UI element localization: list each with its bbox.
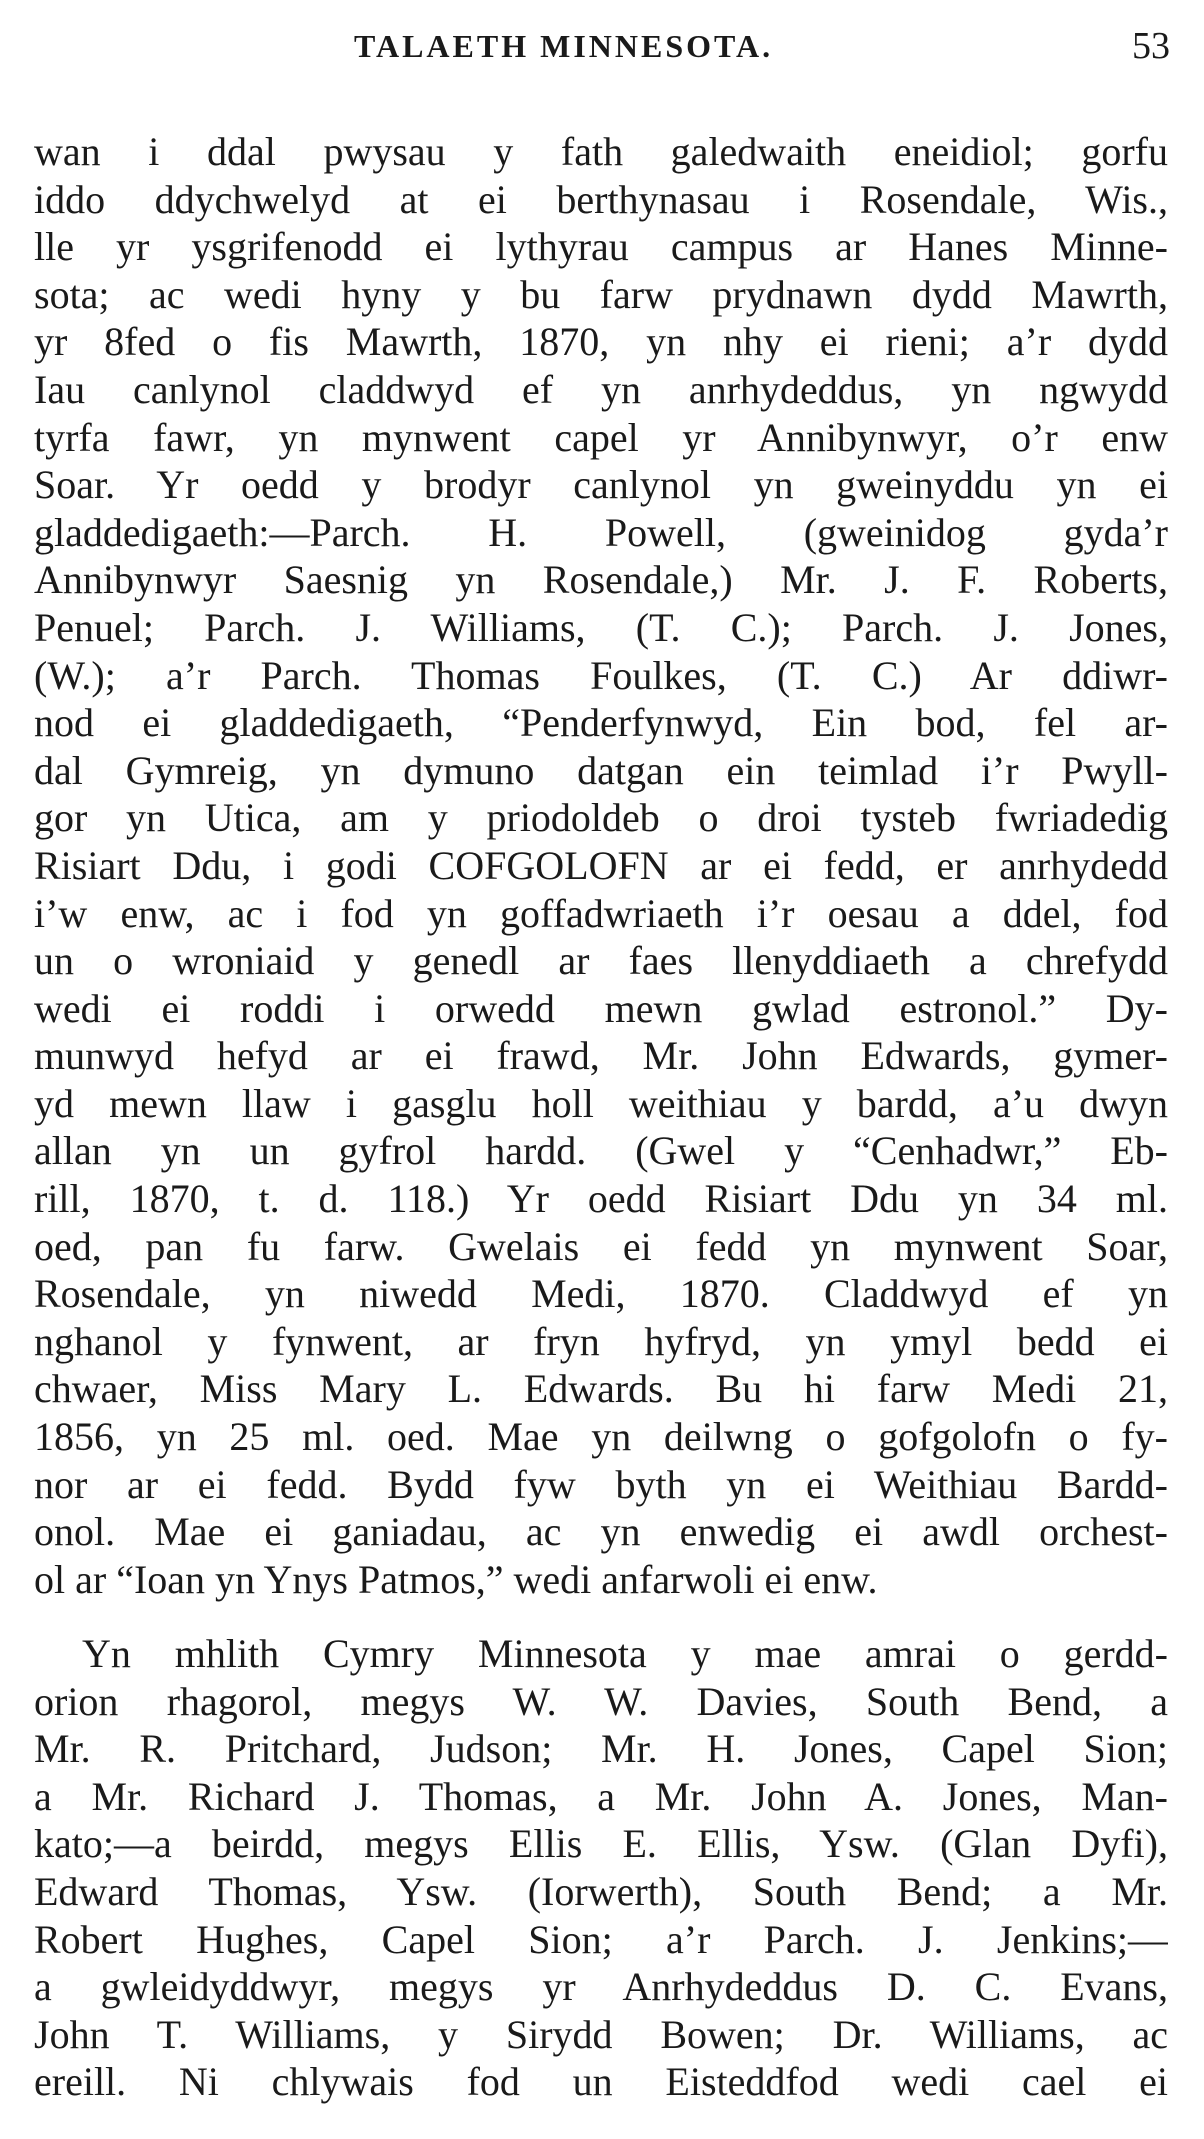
text-line: wedi ei roddi i orwedd mewn gwlad estronol.” Dy- (34, 985, 1168, 1031)
running-head (34, 25, 1170, 78)
text-line: 1856, yn 25 ml. oed. Mae yn deilwng o gofgolofn o fy- (34, 1414, 1168, 1460)
text-line: ereill. Ni chlywais fod un Eisteddfod wedi cael ei (34, 2059, 1168, 2105)
text-line: kato;—a beirdd, megys Ellis E. Ellis, Ysw. (Glan Dyfi), (34, 1821, 1168, 1867)
text-line: yr 8fed o fis Mawrth, 1870, yn nhy ei rieni; a’r dydd (34, 319, 1168, 365)
text-line: yd mewn llaw i gasglu holl weithiau y bardd, a’u dwyn (34, 1080, 1168, 1126)
text-line: munwyd hefyd ar ei frawd, Mr. John Edwards, gymer- (34, 1033, 1168, 1079)
text-line: gladdedigaeth:—Parch. H. Powell, (gweinidog gyda’r (34, 509, 1168, 555)
page-number: 53 (1132, 25, 1170, 67)
text-line: Rosendale, yn niwedd Medi, 1870. Claddwyd ef yn (34, 1271, 1168, 1317)
text-line: lle yr ysgrifenodd ei lythyrau campus ar Hanes Minne- (34, 224, 1168, 270)
text-line: Annibynwyr Saesnig yn Rosendale,) Mr. J. F. Roberts, (34, 557, 1168, 603)
paragraph-1 (34, 128, 1168, 1603)
text-line: nor ar ei fedd. Bydd fyw byth yn ei Weithiau Bardd- (34, 1461, 1168, 1507)
text-line: wan i ddal pwysau y fath galedwaith eneidiol; gorfu (34, 129, 1168, 174)
text-line: allan yn un gyfrol hardd. (Gwel y “Cenhadwr,” Eb- (34, 1128, 1168, 1174)
text-line: rill, 1870, t. d. 118.) Yr oedd Risiart Ddu yn 34 ml. (34, 1176, 1168, 1222)
text-line: Soar. Yr oedd y brodyr canlynol yn gweinyddu yn ei (34, 462, 1168, 508)
text-line: Edward Thomas, Ysw. (Iorwerth), South Bend; a Mr. (34, 1868, 1168, 1914)
text-line: Yn mhlith Cymry Minnesota y mae amrai o gerdd- (82, 1631, 1168, 1676)
text-line: Penuel; Parch. J. Williams, (T. C.); Parch. J. Jones, (34, 604, 1168, 650)
text-line: onol. Mae ei ganiadau, ac yn enwedig ei awdl orchest- (34, 1509, 1168, 1555)
text-line: iddo ddychwelyd at ei berthynasau i Rosendale, Wis., (34, 176, 1168, 222)
text-line: Mr. R. Pritchard, Judson; Mr. H. Jones, Capel Sion; (34, 1726, 1168, 1772)
text-line: Iau canlynol claddwyd ef yn anrhydeddus, yn ngwydd (34, 366, 1168, 412)
text-line: dal Gymreig, yn dymuno datgan ein teimlad i’r Pwyll- (34, 747, 1168, 793)
text-line: oed, pan fu farw. Gwelais ei fedd yn mynwent Soar, (34, 1223, 1168, 1269)
text-line: Risiart Ddu, i godi COFGOLOFN ar ei fedd, er anrhydedd (34, 842, 1168, 888)
text-line: i’w enw, ac i fod yn goffadwriaeth i’r oesau a ddel, fod (34, 890, 1168, 936)
text-line: gor yn Utica, am y priodoldeb o droi tysteb fwriadedig (34, 795, 1168, 841)
text-line: John T. Williams, y Sirydd Bowen; Dr. Williams, ac (34, 2011, 1168, 2057)
text-line: nghanol y fynwent, ar fryn hyfryd, yn ymyl bedd ei (34, 1318, 1168, 1364)
text-line: Robert Hughes, Capel Sion; a’r Parch. J. Jenkins;— (34, 1916, 1168, 1962)
text-line: a gwleidyddwyr, megys yr Anrhydeddus D. C. Evans, (34, 1964, 1168, 2010)
text-line: orion rhagorol, megys W. W. Davies, South Bend, a (34, 1678, 1168, 1724)
text-line: nod ei gladdedigaeth, “Penderfynwyd, Ein bod, fel ar- (34, 700, 1168, 746)
text-line: (W.); a’r Parch. Thomas Foulkes, (T. C.) Ar ddiwr- (34, 652, 1168, 698)
text-line: a Mr. Richard J. Thomas, a Mr. John A. Jones, Man- (34, 1773, 1168, 1819)
text-line: ol ar “Ioan yn Ynys Patmos,” wedi anfarwoli ei enw. (34, 1556, 878, 1602)
text-line: chwaer, Miss Mary L. Edwards. Bu hi farw Medi 21, (34, 1366, 1168, 1412)
running-head-title: TALAETH MINNESOTA. (354, 28, 774, 64)
text-line: sota; ac wedi hyny y bu farw prydnawn dydd Mawrth, (34, 271, 1168, 317)
text-line: un o wroniaid y genedl ar faes llenyddiaeth a chrefydd (34, 938, 1168, 984)
paragraph-2 (34, 1630, 1168, 2106)
text-line: tyrfa fawr, yn mynwent capel yr Annibynwyr, o’r enw (34, 414, 1168, 460)
